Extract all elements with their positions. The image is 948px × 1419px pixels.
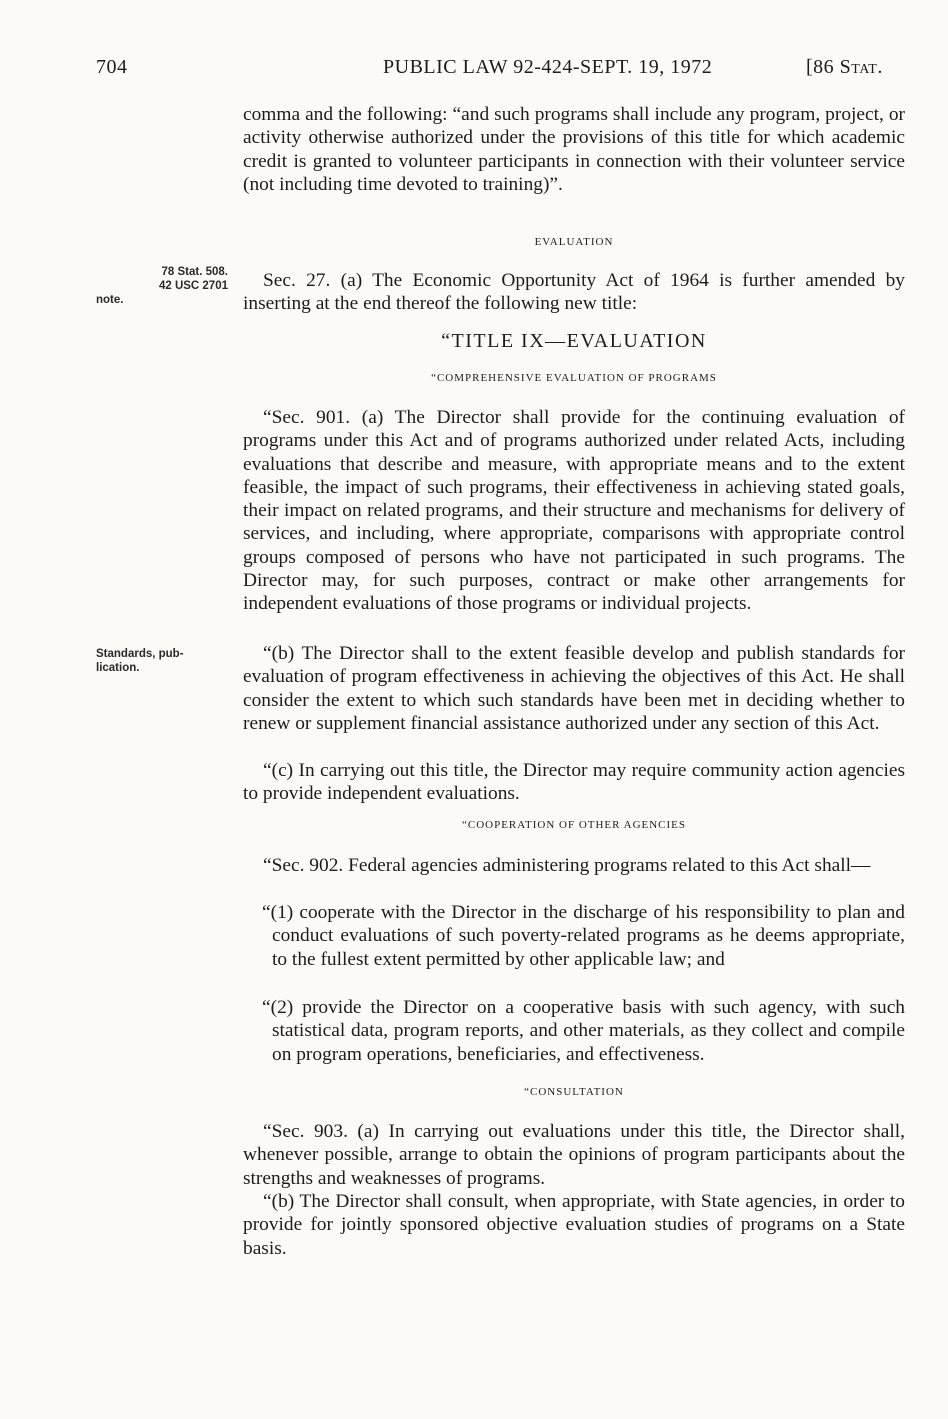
- sec901b-paragraph: “(b) The Director shall to the extent feasible develop and publish standards for evaluation of program effectiveness in achieving the objectives of this Act. He shall consider the extent to which such standards have been met in deciding whether to renew or supplement financial assistance authorized under any section of this Act.: [243, 643, 905, 734]
- sec903b-paragraph: “(b) The Director shall consult, when appropriate, with State agencies, in order to provide for jointly sponsored objective evaluation studies of programs on a State basis.: [243, 1191, 905, 1259]
- statute-volume: [86 Stat.: [806, 56, 883, 78]
- sec27-paragraph: Sec. 27. (a) The Economic Opportunity Act of 1964 is further amended by inserting at the end thereof the following new title:: [243, 270, 905, 315]
- margin-note-line: 42 USC 2701: [158, 280, 228, 292]
- sec903a-paragraph: “Sec. 903. (a) In carrying out evaluations under this title, the Director shall, whenever possible, arrange to obtain the opinions of program participants about the strengths and weaknesses of programs.: [243, 1121, 905, 1189]
- sec901c-paragraph: “(c) In carrying out this title, the Director may require community action agencies to provide independent evaluations.: [243, 760, 905, 805]
- running-title: PUBLIC LAW 92-424-SEPT. 19, 1972: [383, 56, 713, 78]
- sec902-item-2: [243, 996, 905, 1066]
- sec901a-paragraph: “Sec. 901. (a) The Director shall provide for the continuing evaluation of programs under this Act and of programs authorized under related Acts, including evaluations that describe and measure, with appropriate means and to the extent feasible, the impact of such programs, their effectiveness in achieving stated goals, their impact on related programs, and their structure and mechanisms for delivery of services, and including, where appropriate, comparisons with appropriate control groups composed of persons who have not participated in such programs. The Director may, for such purposes, contract or make other arrangements for independent evaluations of those programs or individual projects.: [243, 407, 905, 615]
- margin-note-line: Standards, pub-: [96, 648, 184, 660]
- sec902-item-1: [243, 901, 905, 971]
- sec901a-block: [243, 406, 905, 616]
- sec903b-block: [243, 1190, 905, 1260]
- evaluation-heading: EVALUATION: [534, 236, 614, 248]
- sec901b-block: [243, 642, 905, 735]
- sec901c-block: [243, 759, 905, 806]
- margin-note-standards: [96, 647, 228, 675]
- margin-note-line: 78 Stat. 508.: [161, 266, 228, 278]
- intro-block: [243, 103, 905, 196]
- margin-note-line: lication.: [96, 662, 140, 674]
- page-number: 704: [96, 56, 128, 78]
- sec902-item-2-text: “(2) provide the Director on a cooperative basis with such agency, with such statistical data, program reports, and other materials, as they collect and compile on program operations, beneficiaries, and effectiveness.: [262, 997, 905, 1065]
- sec902-paragraph: “Sec. 902. Federal agencies administering programs related to this Act shall—: [263, 855, 871, 876]
- comprehensive-heading: “COMPREHENSIVE EVALUATION OF PROGRAMS: [431, 372, 717, 384]
- margin-note-line: note.: [96, 294, 124, 306]
- cooperation-heading: “COOPERATION OF OTHER AGENCIES: [461, 819, 687, 831]
- sec902-block: [243, 854, 905, 877]
- margin-note-statute: [96, 265, 228, 307]
- sec27-block: [243, 269, 905, 316]
- intro-paragraph: comma and the following: “and such programs shall include any program, project, or activity otherwise authorized under the provisions of this title for which academic credit is granted to volunteer participants in connection with their volunteer service (not including time devoted to training)”.: [243, 104, 905, 195]
- sec902-item-1-text: “(1) cooperate with the Director in the discharge of his responsibility to plan and conduct evaluations of such poverty-related programs as he deems appropriate, to the fullest extent permitted by other applicable law; and: [262, 902, 905, 970]
- consultation-heading: “CONSULTATION: [524, 1086, 624, 1098]
- title-ix-heading: “TITLE IX—EVALUATION: [441, 330, 707, 352]
- sec903a-block: [243, 1120, 905, 1190]
